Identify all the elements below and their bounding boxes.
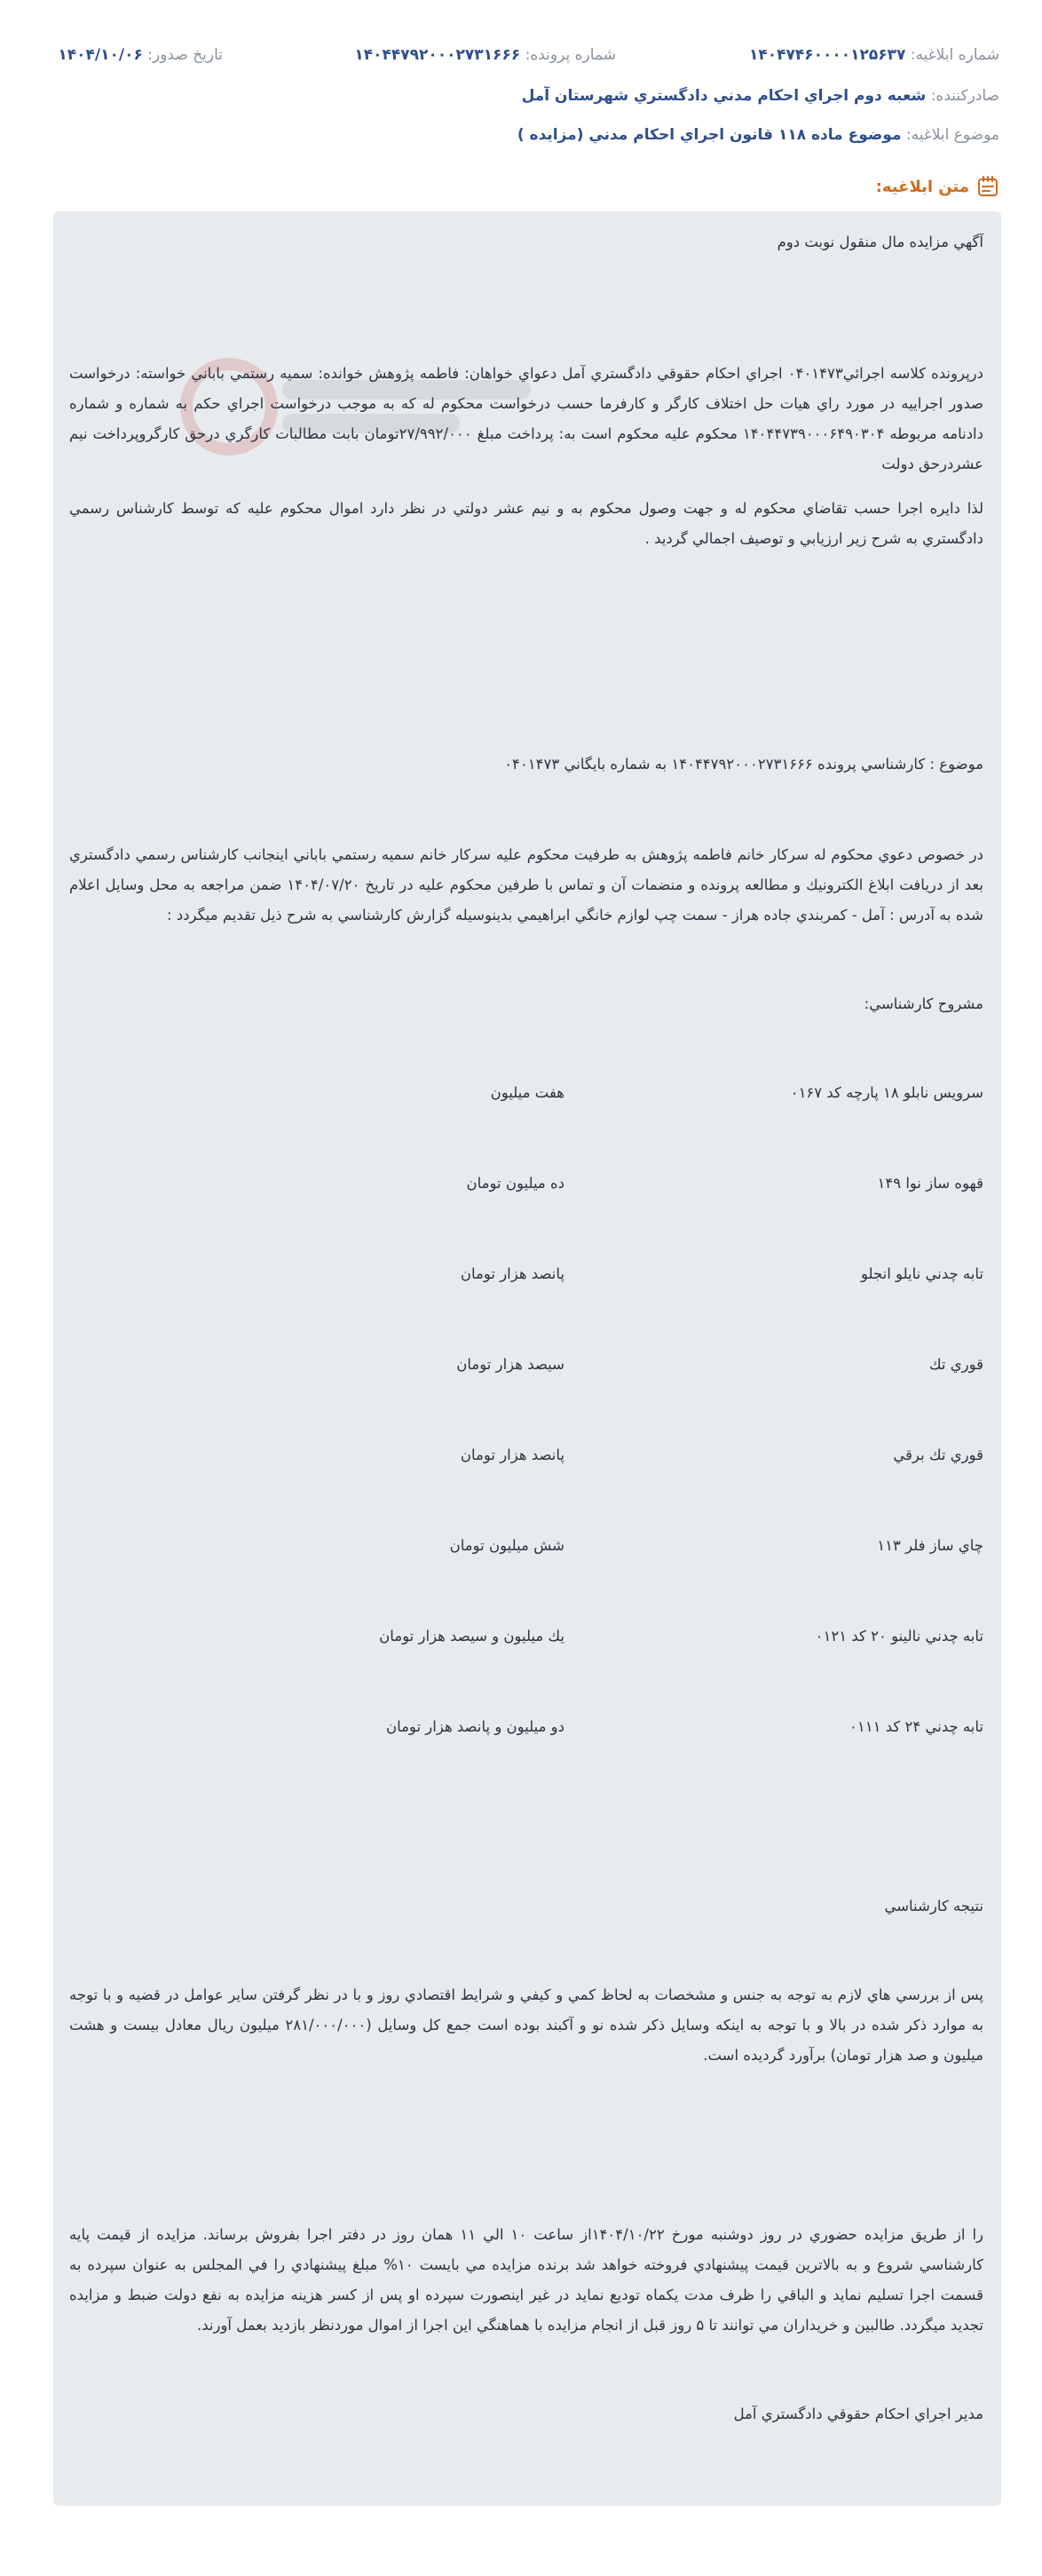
notepad-icon	[976, 175, 999, 198]
issue-date	[58, 46, 223, 64]
list-item	[69, 1712, 983, 1742]
item-name: تابه چدني نالينو ۲۰ كد ۰۱۲۱	[815, 1628, 983, 1645]
item-name: تابه چدني نايلو انجلو	[860, 1265, 983, 1282]
paragraph-result: پس از بررسي هاي لازم به توجه به جنس و مشخصات به لحاظ كمي و كيفي و شرايط اقتصادي روز و با در نظر گرفتن ساير عوامل در قضيه و با توجه به موارد ذكر شده در بالا و با توجه به اينكه وسايل ذكر شده نو و آكبند بوده است جمع كل وسايل (۲۸۱/۰۰۰/۰۰۰ ميليون ريال معادل بيست و هشت ميليون و صد هزار تومان) برآورد گرديده است.	[69, 1986, 983, 2064]
paragraph-expert-intro: در خصوص دعوي محكوم له سركار خانم فاطمه پژوهش به طرفيت محكوم عليه سركار خانم سميه رستمي باباني اينجانب كارشناس رسمي دادگستري بعد از دريافت ابلاغ الكترونيك و مطالعه پرونده و منضمات آن و تماس با طرفين محكوم عليه در تاريخ ۱۴۰۴/۰۷/۲۰ ضمن مراجعه به محل وسايل اعلام شده به آدرس : آمل - كمربندي جاده هراز - سمت چپ لوازم خانگي ابراهيمي بدينوسيله گزارش كارشناسي به شرح ذيل تقديم ميگردد :	[69, 846, 983, 923]
list-item	[69, 1259, 983, 1289]
notice-text-title	[876, 175, 999, 198]
case-number-label: شماره پرونده:	[525, 46, 616, 64]
notice-number	[749, 46, 999, 64]
item-price: هفت ميليون	[490, 1084, 564, 1101]
item-price: سيصد هزار تومان	[456, 1356, 564, 1373]
list-item	[69, 1440, 983, 1470]
case-number-value: ۱۴۰۴۴۷۹۲۰۰۰۲۷۳۱۶۶۶	[354, 46, 521, 64]
list-item	[69, 1531, 983, 1561]
subject-value: موضوع ماده ۱۱۸ قانون اجراي احكام مدني (مزايده )	[517, 126, 902, 144]
notice-heading: آگهي مزايده مال منقول نوبت دوم	[777, 234, 983, 250]
item-name: تابه چدني ۲۴ كد ۰۱۱۱	[849, 1718, 983, 1735]
list-item	[69, 1169, 983, 1199]
paragraph-case: درپرونده كلاسه اجرائي۰۴۰۱۴۷۳ اجراي احكام حقوقي دادگستري آمل دعواي خواهان: فاطمه پژوهش خوانده: سميه رستمي باباني خواسته: درخواست صدور اجراييه در مورد راي هيات حل اختلاف كارگر و كارفرما حسب درخواست محكوم له كه به موجب درخواست اجراي حكم به شماره و شماره دادنامه مربوطه ۱۴۰۴۴۷۳۹۰۰۰۶۴۹۰۳۰۴ محكوم عليه محكوم است به: پرداخت مبلغ ۲۷/۹۹۲/۰۰۰تومان بابت مطالبات كارگري درحق كارگروپرداخت نيم عشردرحق دولت	[69, 365, 983, 472]
signature-line: مدير اجراي احكام حقوقي دادگستري آمل	[733, 2406, 983, 2422]
expert-subject-line: موضوع : كارشناسي پرونده ۱۴۰۴۴۷۹۲۰۰۰۲۷۳۱۶۶۶ به شماره بايگاني ۰۴۰۱۴۷۳	[504, 756, 983, 773]
list-item	[69, 1078, 983, 1108]
issuer-value: شعبه دوم اجراي احكام مدني دادگستري شهرستان آمل	[521, 87, 927, 105]
expert-details-heading: مشروح كارشناسي:	[864, 995, 983, 1012]
expert-result-heading: نتيجه كارشناسي	[884, 1898, 983, 1914]
item-name: قهوه ساز نوا ۱۴۹	[877, 1175, 983, 1192]
item-name: قوري تك برقي	[893, 1447, 983, 1463]
item-price: شش ميليون تومان	[449, 1537, 564, 1554]
item-price: ده ميليون تومان	[466, 1175, 564, 1192]
issue-date-value: ۱۴۰۴/۱۰/۰۶	[58, 46, 143, 64]
issuer-label: صادرکننده:	[930, 87, 999, 105]
item-price: دو ميليون و پانصد هزار تومان	[385, 1718, 564, 1735]
item-name: سرويس نابلو ۱۸ پارچه كد ۰۱۶۷	[790, 1084, 983, 1101]
item-name: قوري تك	[928, 1356, 983, 1373]
item-price: يك ميليون و سيصد هزار تومان	[379, 1628, 564, 1645]
notice-text-title-label: متن ابلاغيه:	[875, 177, 969, 196]
item-name: چاي ساز فلر ۱۱۳	[877, 1537, 983, 1554]
list-item	[69, 1621, 983, 1652]
subject-line	[517, 126, 999, 144]
issue-date-label: تاريخ صدور:	[147, 46, 223, 64]
notice-number-value: ۱۴۰۴۷۴۶۰۰۰۰۱۲۵۶۳۷	[748, 46, 906, 64]
list-item	[69, 1350, 983, 1380]
paragraph-request: لذا دايره اجرا حسب تقاضاي محكوم له و جهت وصول محكوم به و نيم عشر دولتي در نظر دارد اموال محكوم عليه كه توسط كارشناس رسمي دادگستري به شرح زير ارزيابي و توصيف اجمالي گرديد .	[69, 500, 983, 547]
case-number	[354, 46, 616, 64]
item-price: پانصد هزار تومان	[460, 1447, 564, 1463]
subject-label: موضوع ابلاغيه:	[905, 126, 999, 144]
issuer-line	[522, 87, 999, 105]
notice-number-label: شماره ابلاغيه:	[910, 46, 999, 64]
item-price: پانصد هزار تومان	[460, 1265, 564, 1282]
paragraph-auction: را از طريق مزايده حضوري در روز دوشنبه مورخ ۱۴۰۴/۱۰/۲۲از ساعت ۱۰ الي ۱۱ همان روز در دفتر اجرا بفروش برساند. مزايده از قيمت پايه كارشناسي شروع و به بالاترين قيمت پيشنهادي فروخته خواهد شد برنده مزايده مي بايست ۱۰% مبلغ پيشنهادي را في المجلس به عنوان سپرده به قسمت اجرا تسليم نمايد و الباقي را ظرف مدت يكماه توديع نمايد در غير اينصورت سپرده او پس از كسر هزينه مزايده به نفع دولت ضبط و مزايده تجديد ميگردد. طالبين و خريداران مي توانند تا ۵ روز قبل از انجام مزايده با هماهنگي اين اجرا از اموال موردنظر بازديد بعمل آورند.	[69, 2226, 984, 2334]
meta-row	[43, 46, 999, 73]
